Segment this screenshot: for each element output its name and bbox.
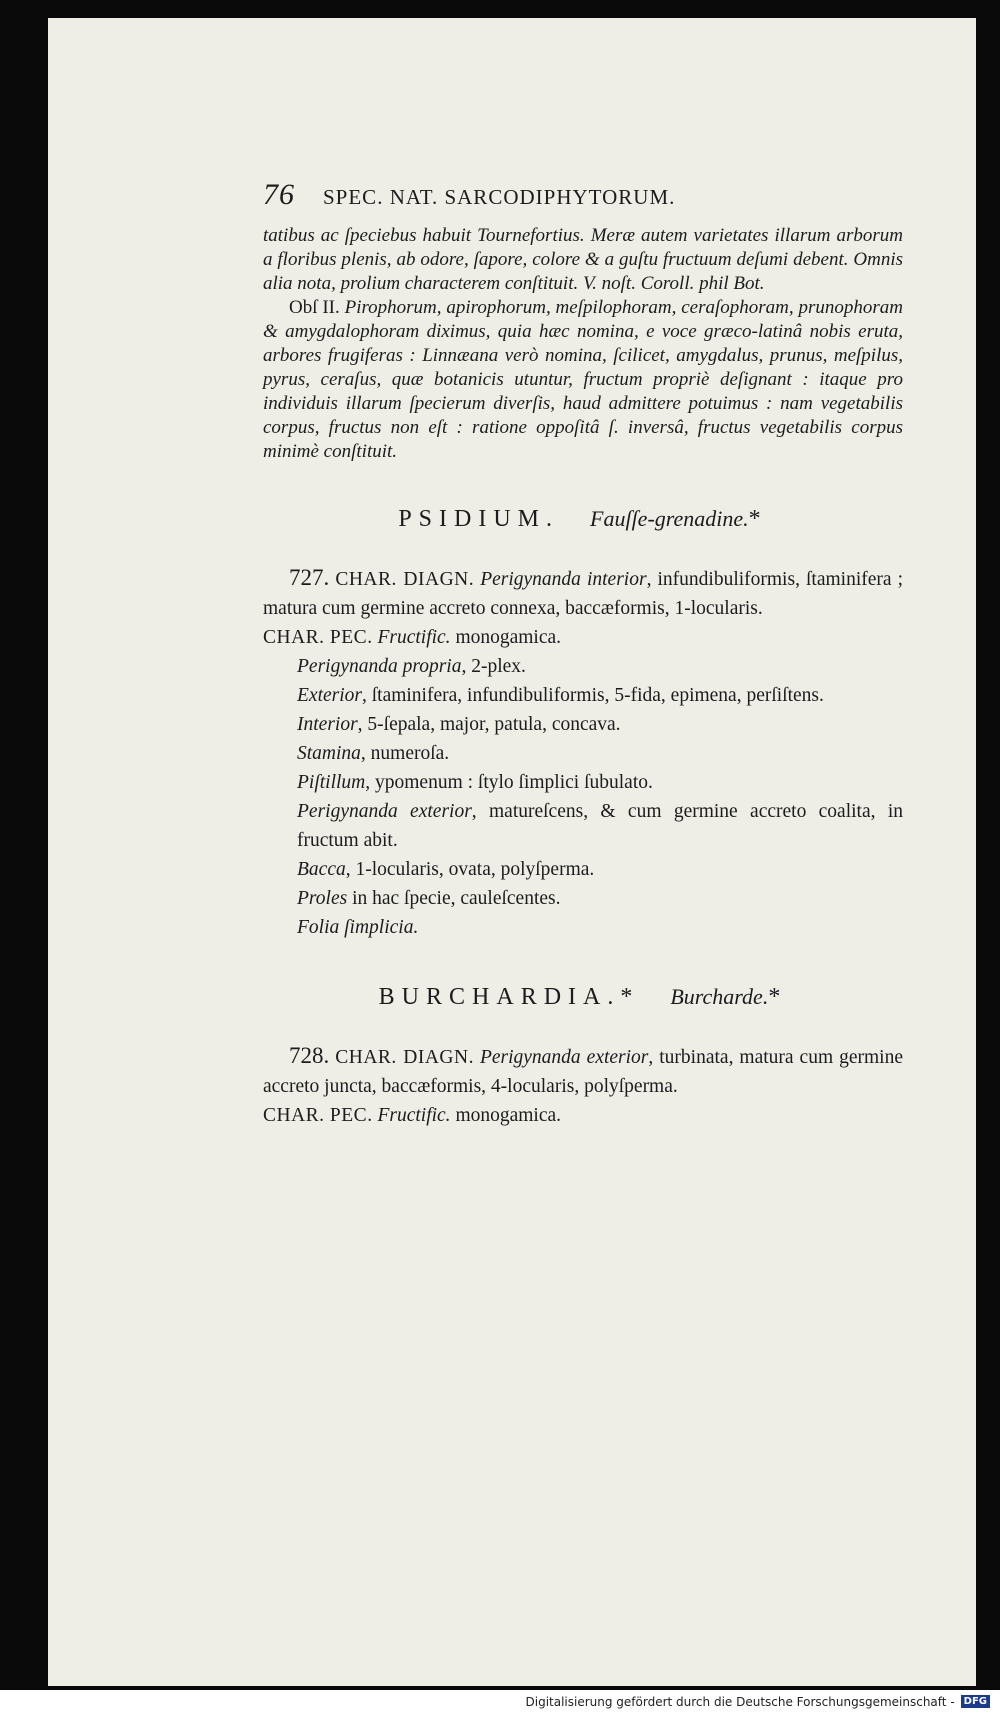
- part-text: , matureſcens, & cum germine accreto coalita, in fructum abit.: [297, 801, 903, 851]
- dfg-logo: DFG: [961, 1695, 990, 1708]
- intro-paragraph: tatibus ac ſpeciebus habuit Tournefortius. Meræ autem varietates illarum arborum a floribus plenis, ab odore, ſapore, colore & a guſtu fructuum deſumi debent. Omnis alia nota, prolium characterem conſtituit. V. noſt. Coroll. phil Bot.: [263, 225, 903, 294]
- part-text: , ypomenum : ſtylo ſimplici ſubulato.: [365, 772, 653, 793]
- part-line: [263, 768, 903, 797]
- diagn-text: , infundibuliformis, ſtaminifera ; matura cum germine accreto connexa, baccæformis, 1-locularis.: [263, 569, 904, 619]
- part-line: [263, 681, 903, 710]
- part-text: , 1-locularis, ovata, polyſperma.: [345, 859, 595, 880]
- genus-name: BURCHARDIA.*: [378, 984, 640, 1010]
- part-term: Exterior: [297, 685, 362, 706]
- observation-paragraph: [263, 296, 903, 464]
- running-title: SPEC. NAT. SARCODIPHYTORUM.: [323, 185, 676, 209]
- part-term: Perigynanda exterior: [297, 801, 472, 822]
- part-line: [263, 652, 903, 681]
- diagn-term: Perigynanda exterior: [479, 1047, 649, 1068]
- part-text: , numeroſa.: [360, 743, 450, 764]
- part-line: [263, 710, 903, 739]
- peculiar-character: [263, 1101, 903, 1130]
- peculiar-character: [263, 623, 903, 652]
- observation-text: Pirophorum, apirophorum, meſpilophoram, ceraſophoram, prunophoram & amygdalophoram diximus, quia hæc nomina, e voce græco-latinâ nobis eruta, arbores frugiferas : Linnæana verò nomina, ſcilicet, amygdalus, prunus, meſpilus, pyrus, ceraſus, quæ botanicis utuntur, fructum propriè deſignant : itaque pro individuis illarum ſpecierum diverſis, haud admittere potuimus : nam vegetabilis corpus, fructus non eſt : ratione oppoſitâ ſ. inversâ, fructus vegetabilis corpus minimè conſtituit.: [263, 297, 903, 462]
- pec-text: monogamica.: [455, 627, 562, 648]
- part-term: Stamina: [297, 743, 361, 764]
- part-line: [263, 913, 903, 942]
- observation-label: Obſ II.: [289, 297, 340, 318]
- diagn-label: CHAR. DIAGN.: [335, 569, 475, 590]
- entry-number: 728.: [289, 1043, 330, 1068]
- genus-heading: BURCHARDIA.* Burcharde.*: [378, 984, 788, 1010]
- part-term: Perigynanda propria: [297, 656, 462, 677]
- genus-name: PSIDIUM.: [398, 506, 560, 532]
- part-line: [263, 855, 903, 884]
- part-line: [263, 884, 903, 913]
- part-line: [263, 739, 903, 768]
- diagn-text: , turbinata, matura cum germine accreto juncta, baccæformis, 4-locularis, polyſperma.: [263, 1047, 903, 1097]
- diagn-term: Perigynanda interior: [480, 569, 647, 590]
- pec-text: monogamica.: [455, 1105, 562, 1126]
- page-header: [263, 178, 903, 212]
- footer-text: Digitalisierung gefördert durch die Deutsche Forschungsgemeinschaft -: [525, 1694, 955, 1709]
- genus-description: [263, 563, 903, 942]
- genus-vernacular: Fauſſe-grenadine.: [590, 506, 749, 531]
- pec-term: Fructific.: [377, 627, 451, 648]
- diagnostic-character: [263, 563, 903, 623]
- part-term: Proles: [297, 888, 348, 909]
- entry-number: 727.: [289, 565, 330, 590]
- part-text: in hac ſpecie, cauleſcentes.: [347, 888, 561, 909]
- genus-heading: PSIDIUM. Fauſſe-grenadine.*: [398, 506, 768, 532]
- page-number: 76: [263, 178, 295, 211]
- page-text: [263, 178, 903, 1130]
- part-term: Folia ſimplicia.: [297, 917, 419, 938]
- pec-label: CHAR. PEC.: [263, 627, 373, 648]
- genus-description: [263, 1041, 903, 1130]
- diagn-label: CHAR. DIAGN.: [335, 1047, 474, 1068]
- digitization-footer: [0, 1690, 1000, 1713]
- part-line: [263, 797, 903, 855]
- part-term: Piſtillum: [297, 772, 366, 793]
- book-page: [48, 18, 976, 1686]
- part-text: , 5-ſepala, major, patula, concava.: [357, 714, 621, 735]
- part-term: Bacca: [297, 859, 346, 880]
- pec-label: CHAR. PEC.: [263, 1105, 373, 1126]
- diagnostic-character: [263, 1041, 903, 1101]
- genus-vernacular: Burcharde.: [670, 984, 769, 1009]
- part-term: Interior: [297, 714, 358, 735]
- part-text: , ſtaminifera, infundibuliformis, 5-fida, epimena, perſiſtens.: [361, 685, 824, 706]
- pec-term: Fructific.: [377, 1105, 451, 1126]
- part-text: , 2-plex.: [461, 656, 526, 677]
